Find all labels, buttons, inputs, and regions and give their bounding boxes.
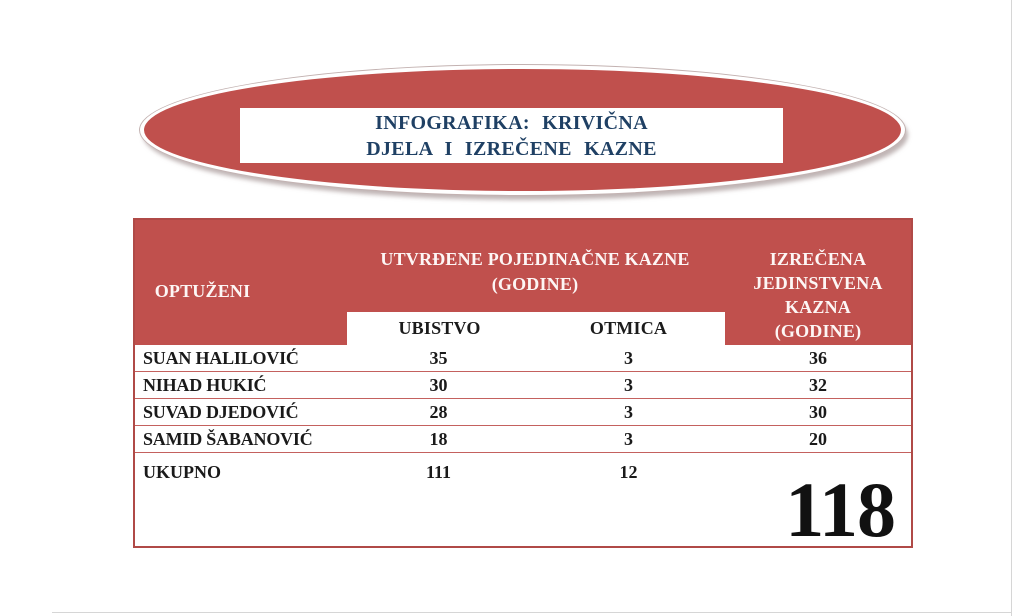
banner-title-line1: INFOGRAFIKA: KRIVIČNA xyxy=(375,111,648,134)
otmica-value: 3 xyxy=(624,375,633,395)
header-individual-sentences-line1: UTVRĐENE POJEDINAČNE KAZNE xyxy=(380,249,690,269)
otmica-value: 3 xyxy=(624,348,633,368)
page-edge-bottom xyxy=(52,612,1011,613)
table-row xyxy=(135,426,911,453)
header-combined-line2: JEDINSTVENA xyxy=(753,273,883,293)
totals-otmica: 12 xyxy=(619,462,638,482)
defendant-name: SUAN HALILOVIĆ xyxy=(143,348,299,368)
table-row xyxy=(135,372,911,399)
defendant-name: SAMID ŠABANOVIĆ xyxy=(143,429,313,449)
totals-label: UKUPNO xyxy=(143,462,221,482)
sub-header-ubistvo: UBISTVO xyxy=(398,318,481,338)
defendant-name: SUVAD DJEDOVIĆ xyxy=(143,402,299,422)
sub-header-box xyxy=(347,312,725,345)
defendant-name: NIHAD HUKIĆ xyxy=(143,375,267,395)
table-row xyxy=(135,345,911,372)
total-value: 20 xyxy=(809,429,827,449)
header-combined-line4: (GODINE) xyxy=(774,321,862,341)
header-combined-line1: IZREČENA xyxy=(769,249,867,269)
header-individual-sentences xyxy=(345,247,725,297)
table-header xyxy=(135,220,911,345)
header-optuzeni: OPTUŽENI xyxy=(154,281,251,301)
totals-row xyxy=(135,457,911,553)
sentences-table xyxy=(133,218,913,553)
banner-title-line2: DJELA I IZREČENE KAZNE xyxy=(366,137,657,160)
total-value: 36 xyxy=(809,348,827,368)
table-body xyxy=(135,345,911,453)
page-edge-right xyxy=(1011,0,1012,616)
otmica-value: 3 xyxy=(624,429,633,449)
sub-header-otmica: OTMICA xyxy=(589,318,668,338)
total-value: 32 xyxy=(809,375,827,395)
totals-ubistvo: 111 xyxy=(425,462,451,482)
ubistvo-value: 28 xyxy=(429,402,448,422)
header-combined-line3: KAZNA xyxy=(784,297,851,317)
ubistvo-value: 18 xyxy=(429,429,448,449)
grand-total-value: 118 xyxy=(785,466,895,553)
banner-title-box xyxy=(240,108,783,163)
ubistvo-value: 35 xyxy=(429,348,448,368)
total-value: 30 xyxy=(809,402,827,422)
ubistvo-value: 30 xyxy=(429,375,448,395)
header-individual-sentences-line2: (GODINE) xyxy=(491,274,579,294)
otmica-value: 3 xyxy=(624,402,633,422)
table-row xyxy=(135,399,911,426)
header-combined-sentence xyxy=(725,247,911,343)
